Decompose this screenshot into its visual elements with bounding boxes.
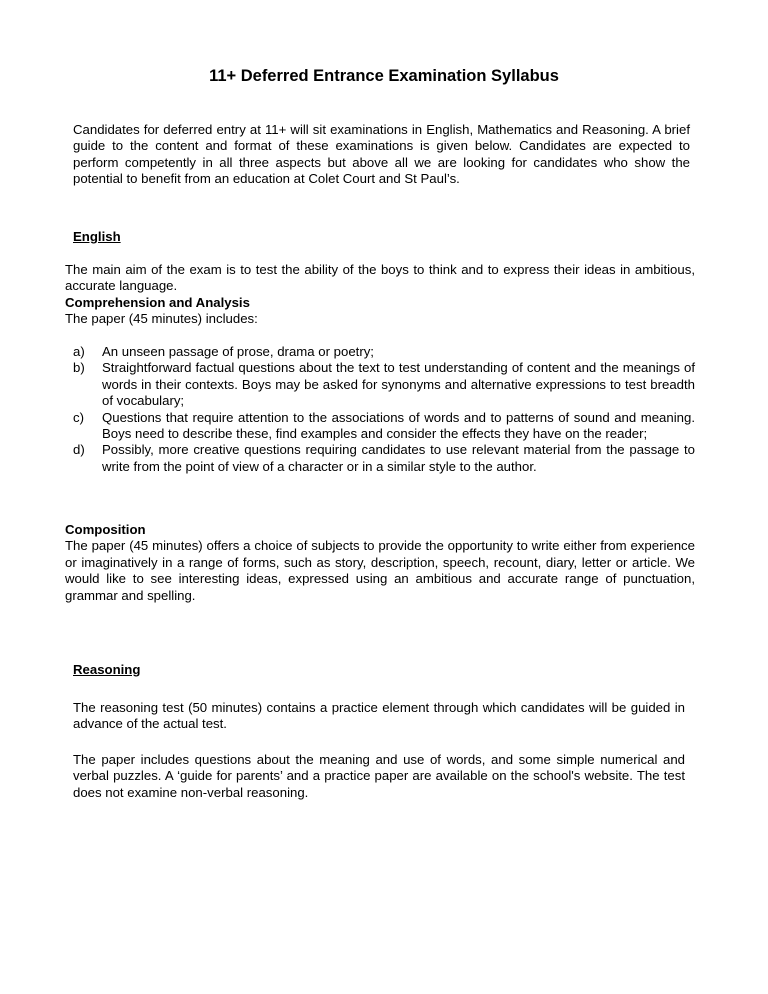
english-section	[65, 262, 695, 328]
list-item	[65, 410, 695, 443]
list-item-text: Questions that require attention to the associations of words and to patterns of sound and meaning. Boys need to describe these, find examples and consider the effects they have on the reader;	[102, 409, 695, 442]
composition-heading: Composition	[65, 522, 146, 537]
comprehension-lead: The paper (45 minutes) includes:	[65, 311, 258, 327]
reasoning-paragraph-2: The paper includes questions about the meaning and use of words, and some simple numerical and verbal puzzles. A ‘guide for parents’ and a practice paper are available on the school's website. The test does not examine non-verbal reasoning.	[73, 752, 685, 800]
reasoning-heading: Reasoning	[73, 662, 141, 677]
list-item-text: Straightforward factual questions about the text to test understanding of content and the meanings of words in their contexts. Boys may be asked for synonyms and alternative expressions to test breadth of vocabulary;	[102, 360, 695, 409]
list-item	[65, 360, 695, 409]
comprehension-list	[65, 344, 695, 475]
list-marker: a)	[73, 344, 85, 359]
composition-section	[65, 522, 695, 604]
english-heading: English	[73, 229, 121, 244]
list-marker: b)	[73, 360, 85, 376]
list-item	[65, 442, 695, 475]
intro-paragraph: Candidates for deferred entry at 11+ will sit examinations in English, Mathematics and Reasoning. A brief guide to the content and format of these examinations is given below. Candidates are expected to perform competently in all three aspects but above all we are looking for candidates who show the potential to benefit from an education at Colet Court and St Paul’s.	[73, 122, 690, 187]
composition-paragraph: The paper (45 minutes) offers a choice of subjects to provide the opportunity to write either from experience or imaginatively in a range of forms, such as story, description, speech, recount, diary, letter or article. We would like to see interesting ideas, expressed using an ambitious and accurate range of punctuation, grammar and spelling.	[65, 538, 695, 603]
reasoning-paragraph-1: The reasoning test (50 minutes) contains a practice element through which candidates will be guided in advance of the actual test.	[73, 700, 685, 732]
list-item	[65, 344, 695, 360]
english-aim-paragraph: The main aim of the exam is to test the ability of the boys to think and to express their ideas in ambitious, accurate language.	[65, 262, 695, 294]
list-marker: c)	[73, 409, 84, 425]
list-marker: d)	[73, 442, 85, 458]
comprehension-heading: Comprehension and Analysis	[65, 294, 250, 310]
document-title: 11+ Deferred Entrance Examination Syllabus	[209, 67, 559, 85]
list-item-text: Possibly, more creative questions requiring candidates to use relevant material from the passage to write from the point of view of a character or in a similar style to the author.	[102, 442, 695, 474]
list-item-text: An unseen passage of prose, drama or poetry;	[102, 344, 374, 359]
